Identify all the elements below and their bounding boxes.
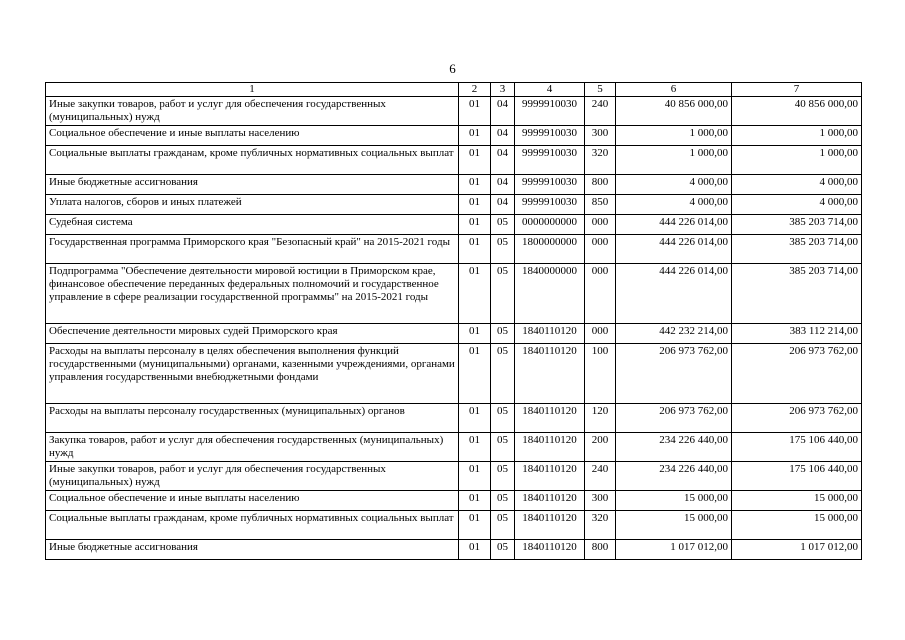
row-name-cell: Социальное обеспечение и иные выплаты населению	[46, 126, 459, 146]
row-subsection-cell: 04	[491, 195, 515, 215]
row-expense-type-cell: 320	[585, 511, 616, 540]
row-expense-type-cell: 000	[585, 215, 616, 235]
row-section-cell: 01	[459, 344, 491, 404]
page-number: 6	[449, 61, 456, 76]
row-name-cell: Государственная программа Приморского края "Безопасный край" на 2015-2021 годы	[46, 235, 459, 264]
row-section-cell: 01	[459, 540, 491, 560]
column-header-target-item: 4	[515, 83, 585, 97]
column-header-expense-type: 5	[585, 83, 616, 97]
row-name-cell: Расходы на выплаты персоналу государственных (муниципальных) органов	[46, 404, 459, 433]
row-expense-type-cell: 120	[585, 404, 616, 433]
row-expense-type-cell: 800	[585, 175, 616, 195]
row-section-cell: 01	[459, 511, 491, 540]
row-subsection-cell: 05	[491, 433, 515, 462]
row-target-item-cell: 9999910030	[515, 97, 585, 126]
table-row	[46, 462, 862, 491]
row-sum-year-1-cell: 444 226 014,00	[616, 264, 732, 324]
row-target-item-cell: 0000000000	[515, 215, 585, 235]
row-section-cell: 01	[459, 215, 491, 235]
row-sum-year-2-cell: 206 973 762,00	[732, 404, 862, 433]
row-sum-year-1-cell: 444 226 014,00	[616, 215, 732, 235]
row-subsection-cell: 05	[491, 235, 515, 264]
row-section-cell: 01	[459, 146, 491, 175]
column-header-name: 1	[46, 83, 459, 97]
row-sum-year-1-cell: 1 017 012,00	[616, 540, 732, 560]
row-target-item-cell: 9999910030	[515, 175, 585, 195]
row-expense-type-cell: 300	[585, 126, 616, 146]
row-subsection-cell: 04	[491, 146, 515, 175]
row-target-item-cell: 1840110120	[515, 344, 585, 404]
row-name-cell: Иные бюджетные ассигнования	[46, 175, 459, 195]
table-body	[46, 97, 862, 560]
row-name-cell: Судебная система	[46, 215, 459, 235]
row-subsection-cell: 05	[491, 462, 515, 491]
row-sum-year-1-cell: 40 856 000,00	[616, 97, 732, 126]
row-section-cell: 01	[459, 264, 491, 324]
row-sum-year-2-cell: 1 017 012,00	[732, 540, 862, 560]
table-row	[46, 324, 862, 344]
row-sum-year-1-cell: 4 000,00	[616, 175, 732, 195]
row-sum-year-1-cell: 15 000,00	[616, 511, 732, 540]
row-target-item-cell: 9999910030	[515, 195, 585, 215]
row-target-item-cell: 1840110120	[515, 511, 585, 540]
row-sum-year-2-cell: 40 856 000,00	[732, 97, 862, 126]
column-header-sum-year-2: 7	[732, 83, 862, 97]
row-subsection-cell: 05	[491, 264, 515, 324]
table-row	[46, 540, 862, 560]
row-section-cell: 01	[459, 491, 491, 511]
row-target-item-cell: 1840000000	[515, 264, 585, 324]
row-sum-year-2-cell: 206 973 762,00	[732, 344, 862, 404]
row-sum-year-2-cell: 175 106 440,00	[732, 462, 862, 491]
column-header-section: 2	[459, 83, 491, 97]
table-row	[46, 195, 862, 215]
row-sum-year-1-cell: 1 000,00	[616, 126, 732, 146]
row-expense-type-cell: 240	[585, 97, 616, 126]
row-subsection-cell: 04	[491, 97, 515, 126]
row-name-cell: Закупка товаров, работ и услуг для обеспечения государственных (муниципальных) нужд	[46, 433, 459, 462]
row-expense-type-cell: 320	[585, 146, 616, 175]
row-expense-type-cell: 800	[585, 540, 616, 560]
row-section-cell: 01	[459, 433, 491, 462]
row-target-item-cell: 1840110120	[515, 491, 585, 511]
row-sum-year-1-cell: 4 000,00	[616, 195, 732, 215]
row-subsection-cell: 05	[491, 511, 515, 540]
row-target-item-cell: 1840110120	[515, 324, 585, 344]
row-subsection-cell: 05	[491, 404, 515, 433]
row-section-cell: 01	[459, 235, 491, 264]
row-target-item-cell: 1840110120	[515, 540, 585, 560]
row-name-cell: Социальные выплаты гражданам, кроме публичных нормативных социальных выплат	[46, 511, 459, 540]
row-section-cell: 01	[459, 126, 491, 146]
row-target-item-cell: 1800000000	[515, 235, 585, 264]
row-sum-year-1-cell: 15 000,00	[616, 491, 732, 511]
row-section-cell: 01	[459, 97, 491, 126]
header-row	[46, 83, 862, 97]
row-sum-year-2-cell: 1 000,00	[732, 146, 862, 175]
row-target-item-cell: 1840110120	[515, 404, 585, 433]
row-sum-year-2-cell: 385 203 714,00	[732, 215, 862, 235]
row-sum-year-2-cell: 4 000,00	[732, 175, 862, 195]
row-subsection-cell: 04	[491, 175, 515, 195]
table-row	[46, 97, 862, 126]
row-target-item-cell: 9999910030	[515, 126, 585, 146]
row-expense-type-cell: 200	[585, 433, 616, 462]
row-expense-type-cell: 240	[585, 462, 616, 491]
row-subsection-cell: 05	[491, 215, 515, 235]
table-row	[46, 433, 862, 462]
row-subsection-cell: 05	[491, 491, 515, 511]
row-name-cell: Иные бюджетные ассигнования	[46, 540, 459, 560]
row-section-cell: 01	[459, 175, 491, 195]
row-target-item-cell: 9999910030	[515, 146, 585, 175]
row-sum-year-1-cell: 1 000,00	[616, 146, 732, 175]
row-section-cell: 01	[459, 324, 491, 344]
row-expense-type-cell: 000	[585, 324, 616, 344]
row-sum-year-2-cell: 383 112 214,00	[732, 324, 862, 344]
table-row	[46, 235, 862, 264]
row-sum-year-1-cell: 206 973 762,00	[616, 344, 732, 404]
row-expense-type-cell: 850	[585, 195, 616, 215]
row-sum-year-1-cell: 444 226 014,00	[616, 235, 732, 264]
table-row	[46, 404, 862, 433]
row-target-item-cell: 1840110120	[515, 433, 585, 462]
table-row	[46, 175, 862, 195]
table-row	[46, 344, 862, 404]
table-row	[46, 264, 862, 324]
row-subsection-cell: 04	[491, 126, 515, 146]
row-name-cell: Социальное обеспечение и иные выплаты населению	[46, 491, 459, 511]
row-section-cell: 01	[459, 404, 491, 433]
row-subsection-cell: 05	[491, 324, 515, 344]
row-sum-year-1-cell: 206 973 762,00	[616, 404, 732, 433]
row-sum-year-2-cell: 385 203 714,00	[732, 264, 862, 324]
row-sum-year-2-cell: 4 000,00	[732, 195, 862, 215]
table-row	[46, 215, 862, 235]
budget-table	[45, 82, 862, 560]
row-name-cell: Иные закупки товаров, работ и услуг для обеспечения государственных (муниципальных) нужд	[46, 462, 459, 491]
row-expense-type-cell: 000	[585, 235, 616, 264]
row-sum-year-1-cell: 442 232 214,00	[616, 324, 732, 344]
row-name-cell: Иные закупки товаров, работ и услуг для обеспечения государственных (муниципальных) нужд	[46, 97, 459, 126]
row-subsection-cell: 05	[491, 540, 515, 560]
row-sum-year-2-cell: 175 106 440,00	[732, 433, 862, 462]
table-row	[46, 126, 862, 146]
row-section-cell: 01	[459, 195, 491, 215]
row-sum-year-2-cell: 385 203 714,00	[732, 235, 862, 264]
row-sum-year-2-cell: 15 000,00	[732, 511, 862, 540]
table-row	[46, 146, 862, 175]
row-expense-type-cell: 100	[585, 344, 616, 404]
table-row	[46, 491, 862, 511]
row-sum-year-1-cell: 234 226 440,00	[616, 433, 732, 462]
row-name-cell: Уплата налогов, сборов и иных платежей	[46, 195, 459, 215]
row-section-cell: 01	[459, 462, 491, 491]
row-name-cell: Обеспечение деятельности мировых судей Приморского края	[46, 324, 459, 344]
column-header-sum-year-1: 6	[616, 83, 732, 97]
row-subsection-cell: 05	[491, 344, 515, 404]
row-sum-year-2-cell: 1 000,00	[732, 126, 862, 146]
column-header-subsection: 3	[491, 83, 515, 97]
row-target-item-cell: 1840110120	[515, 462, 585, 491]
row-sum-year-1-cell: 234 226 440,00	[616, 462, 732, 491]
row-expense-type-cell: 000	[585, 264, 616, 324]
table-row	[46, 511, 862, 540]
row-sum-year-2-cell: 15 000,00	[732, 491, 862, 511]
row-name-cell: Социальные выплаты гражданам, кроме публичных нормативных социальных выплат	[46, 146, 459, 175]
row-name-cell: Подпрограмма "Обеспечение деятельности мировой юстиции в Приморском крае, финансовое обеспечение переданных федеральных полномочий и государственное управление в сфере реализации государственной программы" на 2015-2021 годы	[46, 264, 459, 324]
row-expense-type-cell: 300	[585, 491, 616, 511]
row-name-cell: Расходы на выплаты персоналу в целях обеспечения выполнения функций государственными (муниципальными) органами, казенными учреждениями, органами управления государственными внебюджетными фондами	[46, 344, 459, 404]
